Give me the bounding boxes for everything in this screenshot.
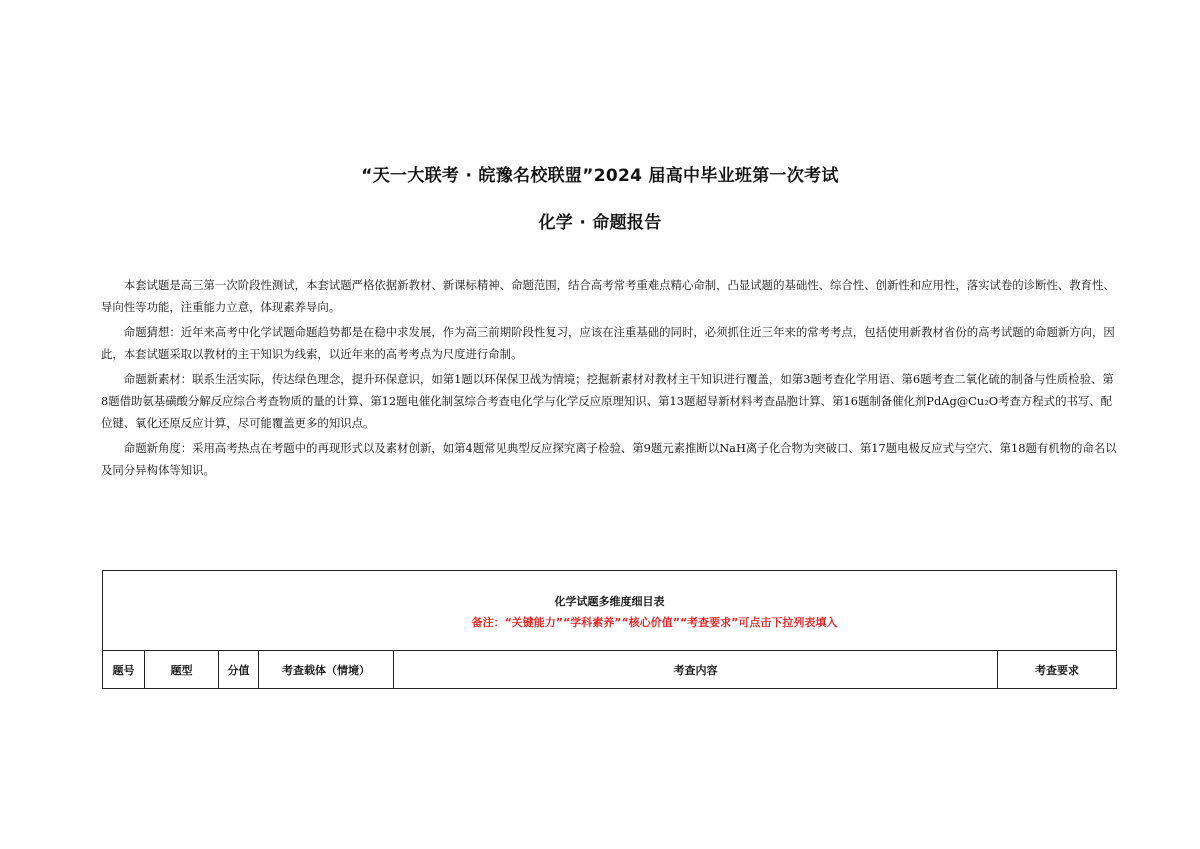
paragraph-new-material: 命题新素材：联系生活实际，传达绿色理念，提升环保意识，如第1题以环保保卫战为情境；挖掘新素材对教材主干知识进行覆盖，如第3题考查化学用语、第6题考查二氧化硫的制备与性质检验、第8题借助氨基磺酸分解反应综合考查物质的量的计算、第12题电催化制氢综合考查电化学与化学反应原理知识、第13题超导新材料考查晶胞计算、第16题制备催化剂PdAg@Cu₂O考查方程式的书写、配位键、氧化还原反应计算，尽可能覆盖更多的知识点。: [101, 372, 1114, 430]
column-header-requirement[interactable]: 考查要求: [1035, 664, 1079, 677]
document-subtitle: 化学 · 命题报告: [538, 213, 662, 233]
paragraph-intro: 本套试题是高三第一次阶段性测试，本套试题严格依据新教材、新课标精神、命题范围，结合高考常考重难点精心命制，凸显试题的基础性、综合性、创新性和应用性，落实试卷的诊断性、教育性、导向性等功能，注重能力立意，体现素养导向。: [101, 278, 1115, 314]
column-header-type: 题型: [145, 651, 219, 689]
column-header-score: 分值: [219, 651, 259, 689]
table-caption: 化学试题多维度细目表: [554, 595, 665, 608]
report-body: [101, 274, 1118, 481]
table-header-block: [103, 571, 1116, 651]
document-title: “天一大联考 · 皖豫名校联盟”2024 届高中毕业班第一次考试: [361, 166, 839, 186]
paragraph-new-angle: 命题新角度：采用高考热点在考题中的再现形式以及素材创新，如第4题常见典型反应探究离子检验、第9题元素推断以NaH离子化合物为突破口、第17题电极反应式与空穴、第18题有机物的命名以及同分异构体等知识。: [101, 441, 1117, 477]
table-column-headers: [103, 651, 1116, 689]
column-header-context: 考查载体（情境）: [259, 651, 394, 689]
column-header-content: 考查内容: [394, 651, 998, 689]
specification-table: [102, 570, 1117, 689]
table-note: 备注：“关键能力”“学科素养”“核心价值”“考查要求”可点击下拉列表填入: [471, 616, 838, 629]
column-header-number: 题号: [103, 651, 145, 689]
paragraph-conjecture: 命题猜想：近年来高考中化学试题命题趋势都是在稳中求发展，作为高三前期阶段性复习，应该在注重基础的同时，必须抓住近三年来的常考考点，包括使用新教材省份的高考试题的命题新方向，因此，本套试题采取以教材的主干知识为线索，以近年来的高考考点为尺度进行命制。: [101, 325, 1115, 361]
